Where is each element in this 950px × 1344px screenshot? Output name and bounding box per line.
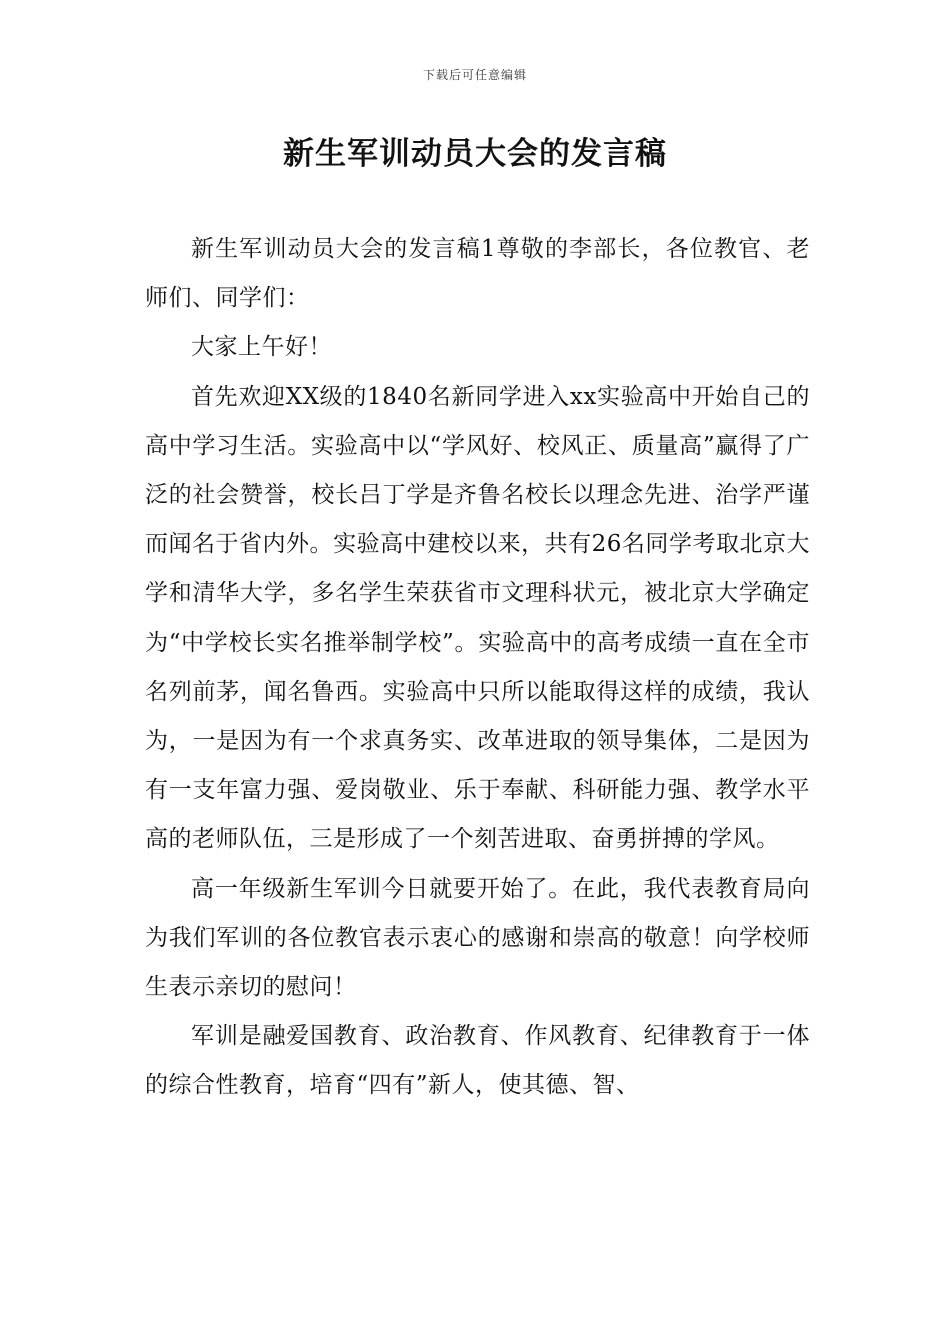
paragraph-good-morning: 大家上午好！ xyxy=(191,334,332,361)
paragraph-greeting: 新生军训动员大会的发言稿1尊敬的李部长，各位教官、老师们、同学们： xyxy=(145,236,810,312)
paragraph-thanks: 高一年级新生军训今日就要开始了。在此，我代表教育局向为我们军训的各位教官表示衷心的感谢和崇高的敬意！向学校师生表示亲切的慰问！ xyxy=(145,875,810,1001)
paragraph-military-training: 军训是融爱国教育、政治教育、作风教育、纪律教育于一体的综合性教育，培育“四有”新人，使其德、智、 xyxy=(145,1023,810,1099)
document-title: 新生军训动员大会的发言稿 xyxy=(283,136,667,172)
paragraph-welcome: 首先欢迎XX级的1840名新同学进入xx实验高中开始自己的高中学习生活。实验高中以“学风好、校风正、质量高”赢得了广泛的社会赞誉，校长吕丁学是齐鲁名校长以理念先进、治学严谨而闻名于省内外。实验高中建校以来，共有26名同学考取北京大学和清华大学，多名学生荣获省市文理科状元，被北京大学确定为“中学校长实名推举制学校”。实验高中的高考成绩一直在全市名列前茅，闻名鲁西。实验高中只所以能取得这样的成绩，我认为，一是因为有一个求真务实、改革进取的领导集体，二是因为有一支年富力强、爱岗敬业、乐于奉献、科研能力强、教学水平高的老师队伍，三是形成了一个刻苦进取、奋勇拼搏的学风。 xyxy=(145,383,810,853)
header-note: 下载后可任意编辑 xyxy=(422,68,527,82)
document-body xyxy=(145,225,810,1111)
